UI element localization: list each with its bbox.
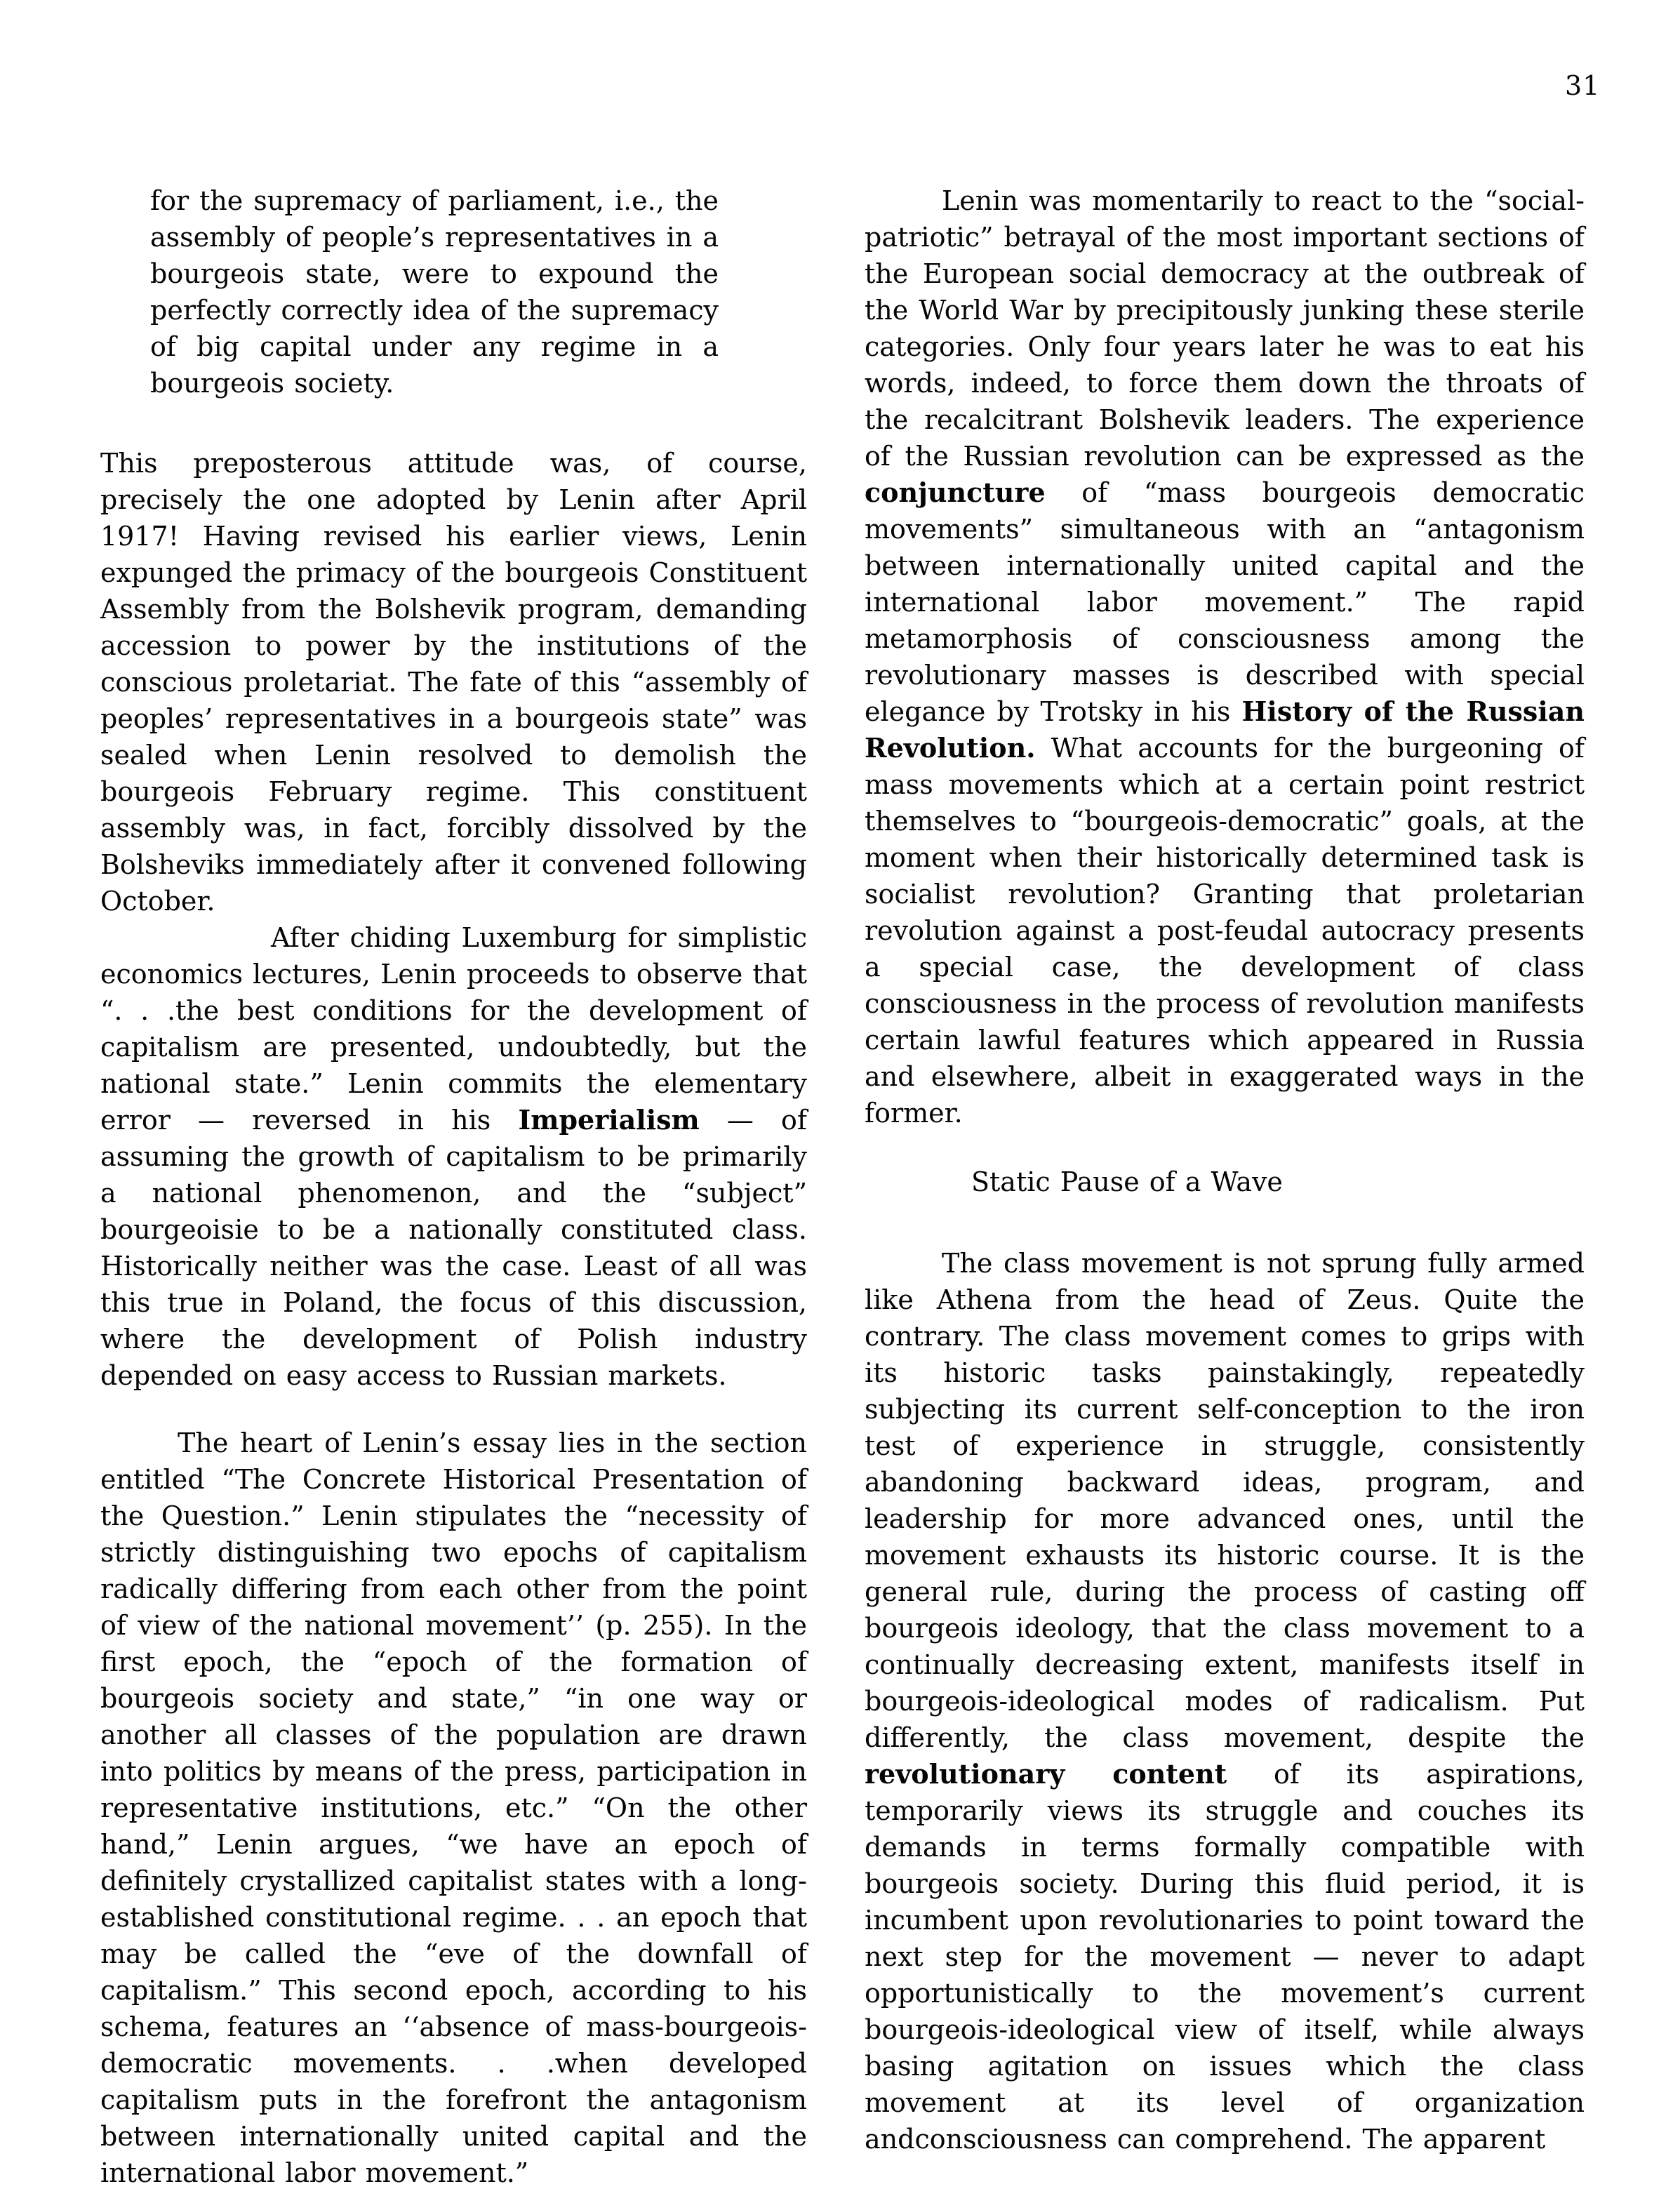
text-run: Static Pause of a Wave — [971, 1166, 1283, 1197]
text-run: Lenin was momentarily to react to the “social-patriotic” betrayal of the most important sections of the European social democracy at the outbreak of the World War by precipitously junking these sterile categories. Only four years later he was to eat his words, indeed, to force them down the throats of the recalcitrant Bolshevik leaders. The experience of the Russian revolution can be expressed as the — [865, 185, 1585, 472]
emphasized-text: revolutionary content — [865, 1758, 1227, 1790]
text-run: The class movement is not sprung fully armed like Athena from the head of Zeus. Quite the contrary. The class movement comes to grips with its historic tasks painstakingly, repeatedly subjecting its current self-conception to the iron test of experience in struggle, consistently abandoning backward ideas, program, and leadership for more advanced ones, until the movement exhausts its historic course. It is the general rule, during the process of casting off bourgeois ideology, that the class movement to a continually decreasing extent, manifests itself in bourgeois-ideological modes of radicalism. Put differently, the class movement, despite the — [865, 1248, 1585, 1753]
text-run: of its aspirations, temporarily views its struggle and couches its demands in terms formally compatible with bourgeois society. During this fluid period, it is incumbent upon revolutionaries to point toward the next step for the movement — never to adapt opportunistically to the movement’s current bourgeois-ideological view of itself, while always basing agitation on issues which the class movement at its level of organization andconsciousness can comprehend. The apparent — [865, 1759, 1585, 2155]
text-run: — of assuming the growth of capitalism to be primarily a national phenomenon, and the “subject” bourgeoisie to be a nationally constituted class. Historically neither was the case. Least of all was this true in Poland, the focus of this discussion, where the development of Polish industry depended on easy access to Russian markets. — [100, 1105, 807, 1391]
paragraph — [100, 445, 807, 919]
right-column — [865, 182, 1585, 2157]
text-run: of “mass bourgeois democratic movements” simultaneous with an “antagonism between internationally united capital and the international labor movement.” The rapid metamorphosis of consciousness among the revolutionary masses is described with special elegance by Trotsky in his — [865, 477, 1585, 727]
text-run: The heart of Lenin’s essay lies in the section entitled “The Concrete Historical Presentation of the Question.” Lenin stipulates the “necessity of strictly distinguishing two epochs of capitalism radically differing from each other from the point of view of the national movement’’ (p. 255). In the first epoch, the “epoch of the formation of bourgeois society and state,” “in one way or another all classes of the population are drawn into politics by means of the press, participation in representative institutions, etc.” “On the other hand,” Lenin argues, “we have an epoch of definitely crystallized capitalist states with a long-established constitutional regime. . . an epoch that may be called the “eve of the downfall of capitalism.” This second epoch, according to his schema, features an ‘‘absence of mass-bourgeois-democratic movements. . .when developed capitalism puts in the forefront the antagonism between internationally united capital and the international labor movement.” — [100, 1428, 807, 2188]
text-run: for the supremacy of parliament, i.e., the assembly of people’s representatives in a bourgeois state, were to expound the perfectly correctly idea of the supremacy of big capital under any regime in a bourgeois society. — [150, 185, 719, 399]
text-columns — [100, 182, 1585, 2191]
paragraph — [100, 1425, 807, 2191]
text-run: This preposterous attitude was, of course, precisely the one adopted by Lenin after April 1917! Having revised his earlier views, Lenin expunged the primacy of the bourgeois Constituent Assembly from the Bolshevik program, demanding accession to power by the institutions of the conscious proletariat. The fate of this “assembly of peoples’ representatives in a bourgeois state” was sealed when Lenin resolved to demolish the bourgeois February regime. This constituent assembly was, in fact, forcibly dissolved by the Bolsheviks immediately after it convened following October. — [100, 448, 807, 917]
text-run: What accounts for the burgeoning of mass movements which at a certain point restrict themselves to “bourgeois-democratic” goals, at the moment when their historically determined task is socialist revolution? Granting that proletarian revolution against a post-feudal autocracy presents a special case, the development of class consciousness in the process of revolution manifests certain lawful features which appeared in Russia and elsewhere, albeit in exaggerated ways in the former. — [865, 733, 1585, 1129]
block-quote — [150, 182, 719, 401]
paragraph — [100, 919, 807, 1394]
page-number: 31 — [1565, 70, 1601, 101]
emphasized-text: Imperialism — [518, 1104, 700, 1136]
section-heading — [971, 1164, 1585, 1200]
emphasized-text: conjuncture — [865, 477, 1046, 508]
left-column — [100, 182, 807, 2191]
emphasized-text: History of the Russian Revolution. — [865, 696, 1585, 764]
text-run: After chiding Luxemburg for simplistic economics lectures, Lenin proceeds to observe that “. . .the best conditions for the development of capitalism are presented, undoubtedly, but the national state.” Lenin commits the elementary error — reversed in his — [100, 922, 807, 1136]
paragraph — [865, 1245, 1585, 2157]
paragraph — [865, 182, 1585, 1131]
